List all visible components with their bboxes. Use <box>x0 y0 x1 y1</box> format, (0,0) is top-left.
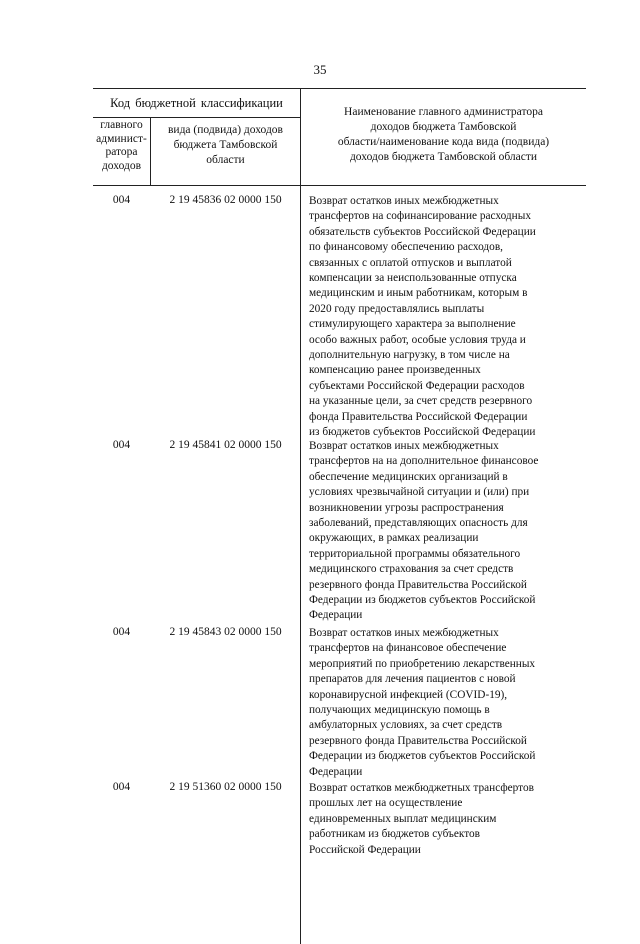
page-number: 35 <box>313 62 327 77</box>
income-name: Возврат остатков иных межбюджетных трансфертов на софинансирование расходных обязательств субъектов Российской Федерации по финансовому обеспечению расходов, связанных с оплатой отпусков и выплатой компенсации за неиспользованные отпуска медицинским и иным работникам, которым в 2020 году предоставлялись выплаты стимулирующего характера за выполнение особо важных работ, особые условия труда и дополнительную нагрузку, в том числе на компенсацию ранее произведенных субъектами Российской Федерации расходов на указанные цели, за счет средств резервного фонда Правительства Российской Федерации из бюджетов субъектов Российской Федерации <box>309 195 536 439</box>
admin-code: 004 <box>112 626 131 638</box>
income-name: Возврат остатков иных межбюджетных трансфертов на на дополнительное финансовое обеспечение медицинских организаций в условиях чрезвычайной ситуации и (или) при возникновении угрозы распространения заболеваний, представляющих опасность для окружающих, в рамках реализации территориальной программы обязательного медицинского страхования за счет средств резервного фонда Правительства Российской Федерации из бюджетов субъектов Российской Федерации <box>309 440 539 622</box>
income-name: Возврат остатков межбюджетных трансфертов прошлых лет на осуществление единовременных выплат медицинским работникам из бюджетов субъектов Российской Федерации <box>309 782 534 856</box>
col-admin-header: главного админист- ратора доходов <box>96 119 147 172</box>
income-code: 2 19 45841 02 0000 150 <box>169 439 282 451</box>
budget-classification-table <box>93 88 586 856</box>
income-code: 2 19 45836 02 0000 150 <box>169 194 282 206</box>
income-code: 2 19 51360 02 0000 150 <box>169 781 282 793</box>
income-code: 2 19 45843 02 0000 150 <box>169 626 282 638</box>
table-header <box>93 88 586 186</box>
col-code-header: вида (подвида) доходов бюджета Тамбовской области <box>168 124 283 166</box>
admin-code: 004 <box>112 781 131 793</box>
column-divider <box>300 184 301 944</box>
admin-code: 004 <box>112 194 131 206</box>
admin-code: 004 <box>112 439 131 451</box>
income-name: Возврат остатков иных межбюджетных трансфертов на финансовое обеспечение мероприятий по приобретению лекарственных препаратов для лечения пациентов с новой коронавирусной инфекцией (COVID-19), получающих медицинскую помощь в амбулаторных условиях, за счет средств резервного фонда Правительства Российской Федерации из бюджетов субъектов Российской Федерации <box>309 627 536 778</box>
col-name-header: Наименование главного администратора доходов бюджета Тамбовской области/наименование кода вида (подвида) доходов бюджета Тамбовской области <box>337 106 550 163</box>
kbk-group-title: Код бюджетной классификации <box>93 89 300 118</box>
